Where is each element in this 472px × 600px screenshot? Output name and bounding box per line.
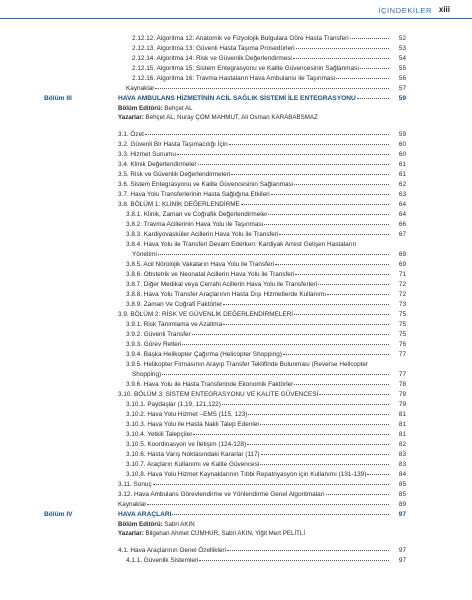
toc-entry[interactable] xyxy=(0,140,472,150)
toc-page-number: 81 xyxy=(398,421,406,428)
toc-page-number: 77 xyxy=(398,371,406,378)
toc-page-number: 53 xyxy=(398,45,406,52)
dot-leader xyxy=(223,323,389,325)
toc-entry[interactable] xyxy=(0,400,472,410)
toc-entry-title: 3.10.5. Koordinasyon ve İletişim (124-128) xyxy=(126,441,247,448)
toc-page-number: 66 xyxy=(398,221,406,228)
toc-page-number: 69 xyxy=(398,261,406,268)
toc-page-number: 69 xyxy=(398,251,406,258)
toc-page-number: 85 xyxy=(398,481,406,488)
page-number: xiii xyxy=(438,5,450,14)
dot-leader xyxy=(229,143,389,145)
toc-entry-title: 2.12.12. Algoritma 12: Anatomik ve Fizyolojik Bulgulara Göre Hasta Transferi xyxy=(132,35,349,42)
toc-entry[interactable] xyxy=(0,500,472,510)
dot-leader xyxy=(248,413,389,415)
toc-entry-title: 3.9.3. Görev Retleri xyxy=(126,341,182,348)
chapter-credit xyxy=(0,113,472,122)
toc-entry-title: 3.8.8. Hava Yolu Transfer Araçlarının Hasta Dışı Hizmetlerde Kullanımı xyxy=(126,291,326,298)
dot-leader xyxy=(318,283,389,285)
toc-entry-title: 3.8. BÖLÜM 1: KLİNİK DEĞERLENDİRME xyxy=(118,201,240,208)
toc-page-number: 57 xyxy=(398,85,406,92)
toc-entry-title: 3.12. Hava Ambulans Görevlendirme ve Yönlendirme Genel Algoritmaları xyxy=(118,491,325,498)
toc-entry-title: 3.9.2. Güvenli Transfer xyxy=(126,331,191,338)
toc-page-number: 61 xyxy=(398,171,406,178)
toc-entry-title: 3.10.2. Hava Yolu Hizmet –EMS (115, 123) xyxy=(126,411,248,418)
toc-page-number: 85 xyxy=(398,491,406,498)
dot-leader xyxy=(155,87,389,89)
dot-leader xyxy=(145,133,389,135)
dot-leader xyxy=(319,393,389,395)
toc-page-number: 56 xyxy=(398,75,406,82)
chapter-credit xyxy=(0,529,472,538)
dot-leader xyxy=(293,57,389,59)
dot-leader xyxy=(147,503,389,505)
toc-page-number: 75 xyxy=(398,321,406,328)
toc-entry-title: 2.12.13. Algoritma 13: Güvenli Hasta Taşıma Prosedürleri xyxy=(132,45,295,52)
toc-page-number: 83 xyxy=(398,461,406,468)
dot-leader xyxy=(264,223,389,225)
toc-entry[interactable] xyxy=(0,34,472,44)
dot-leader xyxy=(327,293,389,295)
dot-leader xyxy=(294,183,389,185)
dot-leader xyxy=(261,453,389,455)
dot-leader xyxy=(336,77,389,79)
dot-leader xyxy=(227,549,389,551)
toc-entry-title: 3.7. Hava Yolu Transferlerinin Hasta Sağlığına Etkileri xyxy=(118,191,270,198)
toc-entry-title: 2.12.14. Algoritma 14: Risk ve Güvenlik Değerlendirmesi xyxy=(132,55,292,62)
toc-entry-title: 4.1. Hava Araçlarının Genel Özellikleri xyxy=(118,547,226,554)
toc-page-number: 52 xyxy=(398,35,406,42)
toc-entry-title: 3.8.9. Zaman Ve Coğrafi Faktörler xyxy=(126,301,223,308)
dot-leader xyxy=(296,47,389,49)
toc-entry[interactable] xyxy=(0,410,472,420)
toc-page-number: 84 xyxy=(398,471,406,478)
toc-page-number: 89 xyxy=(398,501,406,508)
toc-page-number: 67 xyxy=(398,231,406,238)
toc-entry[interactable] xyxy=(0,240,472,250)
toc-page-number: 60 xyxy=(398,141,406,148)
toc-entry-title: 3.8.6. Obstetrik ve Neonatal Acillerin Hava Yolu ile Transferi xyxy=(126,271,295,278)
dot-leader xyxy=(223,303,389,305)
toc-entry-title: 3.9.1. Risk Tanımlama ve Azaltma xyxy=(126,321,223,328)
toc-page-number: 72 xyxy=(398,291,406,298)
toc-page-number: 59 xyxy=(398,131,406,138)
toc-entry-title: Kaynaklar xyxy=(118,501,147,508)
dot-leader xyxy=(231,173,389,175)
toc-page-number: 81 xyxy=(398,411,406,418)
credit-label: Bölüm Editörü: xyxy=(118,105,163,112)
toc-entry[interactable] xyxy=(0,74,472,84)
toc-entry[interactable] xyxy=(0,340,472,350)
part-label: Bölüm IV xyxy=(44,511,73,518)
toc-page-number: 71 xyxy=(398,271,406,278)
toc-entry[interactable] xyxy=(0,490,472,500)
toc-entry-title: 3.10.6. Hasta Varış Noktasındaki Kararlar (117) xyxy=(126,451,260,458)
toc-entry-title: 3.8.1. Klinik, Zaman ve Coğrafik Değerlendirmeler xyxy=(126,211,268,218)
dot-leader xyxy=(222,403,389,405)
dot-leader xyxy=(193,433,389,435)
toc-entry-title: 3.2. Güvenli Bir Hasta Taşımacılığı İçin xyxy=(118,141,228,148)
dot-leader xyxy=(268,213,389,215)
dot-leader xyxy=(260,423,389,425)
toc-page-number: 79 xyxy=(398,401,406,408)
credit-label: Yazarlar: xyxy=(118,114,144,121)
toc-entry[interactable] xyxy=(0,310,472,320)
toc-entry-title: 3.10.4. Yetkili Talepçiler xyxy=(126,431,193,438)
toc-entry-title: HAVA AMBULANS HİZMETİNİN ACİL SAĞLIK SİSTEMİ İLE ENTEGRASYONU xyxy=(118,95,356,102)
toc-entry[interactable] xyxy=(0,160,472,170)
toc-entry[interactable] xyxy=(0,260,472,270)
toc-entry[interactable] xyxy=(0,190,472,200)
toc-entry-title: 3.9.4. Başka Helikopter Çağırma (Helicopter Shopping) xyxy=(126,351,282,358)
toc-entry-title: Kaynaklar xyxy=(126,85,155,92)
toc-entry[interactable] xyxy=(0,84,472,94)
toc-entry-title: 3.5. Risk ve Güvenlik Değerlendirmeleri xyxy=(118,171,231,178)
dot-leader xyxy=(172,513,389,515)
toc-page-number: 97 xyxy=(398,557,406,564)
dot-leader xyxy=(326,493,389,495)
dot-leader xyxy=(360,67,389,69)
toc-entry-title: 3.1. Özet xyxy=(118,131,144,138)
dot-leader xyxy=(192,333,389,335)
dot-leader xyxy=(162,373,389,375)
dot-leader xyxy=(350,37,389,39)
toc-entry-title: 3.8.2. Travma Acillerinin Hava Yolu ile Taşınması xyxy=(126,221,264,228)
toc-entry[interactable] xyxy=(0,280,472,290)
dot-leader xyxy=(294,313,389,315)
section-spacer xyxy=(0,122,472,130)
toc-entry[interactable] xyxy=(0,230,472,240)
running-header-title: İÇİNDEKİLER xyxy=(378,6,432,15)
dot-leader xyxy=(279,233,389,235)
section-spacer xyxy=(0,538,472,546)
toc-entry[interactable] xyxy=(0,150,472,160)
dot-leader xyxy=(294,383,389,385)
part-heading-row[interactable] xyxy=(0,510,472,520)
toc-page-number: 82 xyxy=(398,441,406,448)
toc-page-number: 59 xyxy=(398,95,406,102)
toc-entry[interactable] xyxy=(0,300,472,310)
toc-entry-title: 3.3. Hizmet Sunumu xyxy=(118,151,176,158)
toc-entry[interactable] xyxy=(0,430,472,440)
toc-entry[interactable] xyxy=(0,220,472,230)
toc-entry[interactable] xyxy=(0,390,472,400)
toc-entry[interactable] xyxy=(0,480,472,490)
toc-entry[interactable] xyxy=(0,250,472,260)
credit-label: Yazarlar: xyxy=(118,530,144,537)
dot-leader xyxy=(260,463,389,465)
toc-page-number: 75 xyxy=(398,311,406,318)
dot-leader xyxy=(271,193,389,195)
chapter-credit xyxy=(0,104,472,113)
toc-entry-title: 3.8.7. Diğer Medikal veya Cerrahi Acillerin Hava Yolu ile Transferleri xyxy=(126,281,318,288)
toc-entry[interactable] xyxy=(0,440,472,450)
toc-entry[interactable] xyxy=(0,130,472,140)
toc-entry[interactable] xyxy=(0,556,472,566)
toc-entry[interactable] xyxy=(0,200,472,210)
toc-entry-title: 3.10. BÖLÜM 3: SİSTEM ENTEGRASYONU VE KALİTE GÜVENCESİ xyxy=(118,391,319,398)
header-rule xyxy=(0,18,472,19)
table-of-contents xyxy=(0,34,472,566)
toc-entry[interactable] xyxy=(0,54,472,64)
dot-leader xyxy=(158,253,389,255)
toc-entry[interactable] xyxy=(0,546,472,556)
toc-entry-title: 3.4. Klinik Değerlendirmeler xyxy=(118,161,197,168)
credit-names: Behçet AL, Nuray ÇOM MAHMUT, Ali Osman KARABABSMAZ xyxy=(143,114,318,121)
toc-entry[interactable] xyxy=(0,320,472,330)
toc-page-number: 76 xyxy=(398,341,406,348)
toc-entry-title: Shopping) xyxy=(132,371,162,378)
toc-page-number: 83 xyxy=(398,451,406,458)
toc-entry-title: 3.10.7. Araçların Kullanımı ve Kalite Güvencesi xyxy=(126,461,260,468)
toc-entry[interactable] xyxy=(0,270,472,280)
toc-entry-title: 3.9.6. Hava Yolu ile Hasta Transferinde Ekonomik Faktörler xyxy=(126,381,294,388)
toc-page-number: 97 xyxy=(398,547,406,554)
toc-page-number: 64 xyxy=(398,211,406,218)
toc-entry-title: 3.8.5. Acil Nörolojik Vakaların Hava Yolu ile Transferi xyxy=(126,261,275,268)
toc-entry-title: Yönetimi xyxy=(132,251,157,258)
toc-entry-title: 3.8.4. Hava Yolu ile Transferi Devam Ederken: Kardiyak Arrest Gelişen Hastaların xyxy=(126,241,357,248)
toc-entry[interactable] xyxy=(0,44,472,54)
chapter-credit xyxy=(0,520,472,529)
toc-page-number: 72 xyxy=(398,281,406,288)
dot-leader xyxy=(182,343,389,345)
credit-label: Bölüm Editörü: xyxy=(118,521,163,528)
toc-page-number: 73 xyxy=(398,301,406,308)
toc-entry-title: 3.9. BÖLÜM 2: RİSK VE GÜVENLİK DEĞERLENDİRMELERİ xyxy=(118,311,294,318)
toc-entry-title: 3.11. Sonuç xyxy=(118,481,152,488)
credit-names: Behçet AL xyxy=(162,105,193,112)
dot-leader xyxy=(357,97,389,99)
toc-entry[interactable] xyxy=(0,380,472,390)
dot-leader xyxy=(153,483,389,485)
dot-leader xyxy=(177,153,389,155)
dot-leader xyxy=(198,163,390,165)
toc-entry[interactable] xyxy=(0,210,472,220)
toc-page-number: 61 xyxy=(398,161,406,168)
toc-page-number: 77 xyxy=(398,351,406,358)
dot-leader xyxy=(283,353,389,355)
dot-leader xyxy=(247,443,389,445)
toc-entry-title: 3.10.3. Hava Yolu ile Hasta Nakli Talep Edenler xyxy=(126,421,260,428)
toc-entry[interactable] xyxy=(0,180,472,190)
toc-entry[interactable] xyxy=(0,360,472,370)
toc-page-number: 64 xyxy=(398,201,406,208)
toc-page-number: 81 xyxy=(398,431,406,438)
part-heading-row[interactable] xyxy=(0,94,472,104)
dot-leader xyxy=(367,473,389,475)
toc-page-number: 55 xyxy=(398,65,406,72)
toc-entry[interactable] xyxy=(0,330,472,340)
toc-entry-title: HAVA ARAÇLARI xyxy=(118,511,172,518)
toc-entry[interactable] xyxy=(0,350,472,360)
toc-page-number: 62 xyxy=(398,181,406,188)
toc-entry[interactable] xyxy=(0,420,472,430)
toc-entry-title: 4.1.1. Güvenlik Sistemleri xyxy=(126,557,199,564)
dot-leader xyxy=(241,203,389,205)
toc-entry-title: 3.8.3. Kardiyovasküler Acillerin Hava Yolu ile Transferi xyxy=(126,231,279,238)
toc-page-number: 60 xyxy=(398,151,406,158)
dot-leader xyxy=(295,273,389,275)
part-label: Bölüm III xyxy=(44,95,72,102)
toc-page-number: 63 xyxy=(398,191,406,198)
toc-entry-title: 3.10.1. Paydaşlar (1,19, 121,122) xyxy=(126,401,221,408)
toc-entry[interactable] xyxy=(0,170,472,180)
credit-names: Bilgehan Ahmet CUMHUR, Sabri AKIN, Yiğit Mert PELİTLİ xyxy=(143,530,306,537)
toc-entry-title: 3.9.5. Helikopter Firmasının Arayıp Transfer Teklifinde Bulunması (Reverse Helicopter xyxy=(126,361,369,368)
toc-entry[interactable] xyxy=(0,470,472,480)
toc-entry-title: 3.6. Sistem Entegrasyonu ve Kalite Güvencesinin Sağlanması xyxy=(118,181,294,188)
toc-page-number: 79 xyxy=(398,391,406,398)
toc-entry[interactable] xyxy=(0,370,472,380)
toc-page-number: 75 xyxy=(398,331,406,338)
toc-entry[interactable] xyxy=(0,290,472,300)
credit-names: Sabri AKIN xyxy=(162,521,195,528)
toc-entry-title: 3.10.8. Hava Yolu Hizmet Kaynaklarının Tıbbi Repatriyasyon için Kullanımı (131-139) xyxy=(126,471,367,478)
dot-leader xyxy=(275,263,389,265)
toc-entry[interactable] xyxy=(0,460,472,470)
toc-entry[interactable] xyxy=(0,64,472,74)
toc-page-number: 97 xyxy=(398,511,406,518)
toc-entry[interactable] xyxy=(0,450,472,460)
toc-page-number: 78 xyxy=(398,381,406,388)
toc-entry-title: 2.12.16. Algoritma 16: Travma Hastaların Hava Ambulansı ile Taşınması xyxy=(132,75,336,82)
toc-page-number: 54 xyxy=(398,55,406,62)
toc-entry-title: 2.12.15. Algoritma 15: Sistem Entegrasyonu ve Kalite Güvencesinin Sağlanması xyxy=(132,65,359,72)
dot-leader xyxy=(199,559,389,561)
